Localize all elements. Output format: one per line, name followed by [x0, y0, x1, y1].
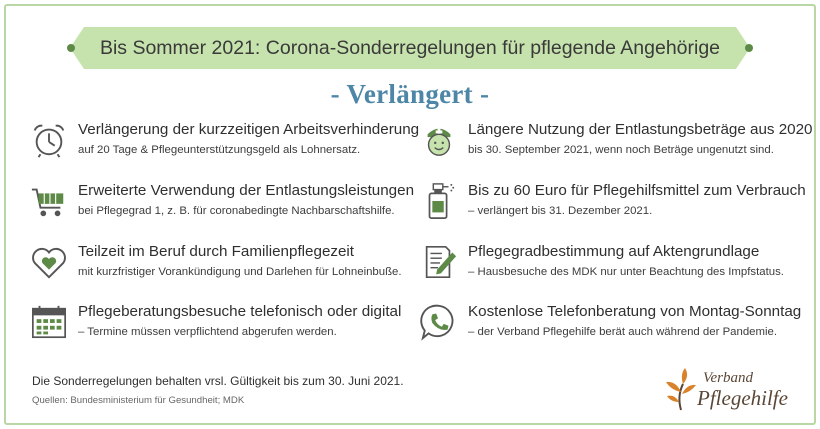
item-detail: – verlängert bis 31. Dezember 2021.: [468, 205, 653, 217]
disinfectant-spray-icon: [420, 182, 458, 220]
item-headline: Verlängerung der kurzzeitigen Arbeitsverhinderung: [78, 121, 420, 138]
item-detail: – der Verband Pflegehilfe berät auch während der Pandemie.: [468, 326, 778, 338]
item-headline: Pflegeberatungsbesuche telefonisch oder digital: [78, 303, 402, 320]
item-detail: auf 20 Tage & Pflegeunterstützungsgeld als Lohnersatz.: [78, 144, 361, 156]
nurse-icon: [420, 121, 458, 159]
item-headline: Bis zu 60 Euro für Pflegehilfsmittel zum Verbrauch: [468, 182, 806, 199]
item-detail: – Hausbesuche des MDK nur unter Beachtung des Impfstatus.: [468, 266, 784, 278]
page-title: Bis Sommer 2021: Corona-Sonderregelungen für pflegende Angehörige: [99, 36, 721, 59]
item-headline: Längere Nutzung der Entlastungsbeträge aus 2020: [468, 121, 813, 138]
title-banner: [84, 27, 736, 69]
logo: [663, 364, 803, 414]
logo-leaves-icon: [663, 366, 697, 412]
item-headline: Kostenlose Telefonberatung von Montag-Sonntag: [468, 303, 802, 320]
banner-dot-left: [67, 44, 75, 52]
list-item: [420, 121, 813, 165]
item-detail: mit kurzfristiger Vorankündigung und Darlehen für Lohneinbuße.: [78, 266, 402, 278]
calendar-icon: [30, 303, 68, 341]
item-headline: Erweiterte Verwendung der Entlastungsleistungen: [78, 182, 415, 199]
list-item: [30, 243, 410, 287]
banner-dot-right: [745, 44, 753, 52]
list-item: [420, 243, 800, 287]
item-headline: Pflegegradbestimmung auf Aktengrundlage: [468, 243, 760, 260]
source-note: Quellen: Bundesministerium für Gesundheit; MDK: [32, 395, 245, 406]
item-detail: bei Pflegegrad 1, z. B. für coronabedingte Nachbarschaftshilfe.: [78, 205, 395, 217]
item-detail: bis 30. September 2021, wenn noch Beträge ungenutzt sind.: [468, 144, 774, 156]
list-item: [420, 303, 800, 347]
item-headline: Teilzeit im Beruf durch Familienpflegezeit: [78, 243, 355, 260]
logo-text-line1: Verband: [703, 370, 753, 386]
shopping-cart-icon: [30, 182, 68, 220]
subtitle: - Verlängert -: [330, 79, 490, 109]
list-item: [30, 182, 415, 226]
heart-icon: [30, 243, 68, 281]
document-pen-icon: [420, 243, 458, 281]
logo-text-line2: Pflegehilfe: [697, 386, 788, 410]
validity-note: Die Sonderregelungen behalten vrsl. Gültigkeit bis zum 30. Juni 2021.: [32, 374, 404, 388]
list-item: [30, 303, 410, 347]
list-item: [30, 121, 420, 165]
item-detail: – Termine müssen verpflichtend abgerufen werden.: [78, 326, 337, 338]
list-item: [420, 182, 806, 226]
alarm-clock-icon: [30, 121, 68, 159]
phone-chat-icon: [420, 303, 458, 341]
